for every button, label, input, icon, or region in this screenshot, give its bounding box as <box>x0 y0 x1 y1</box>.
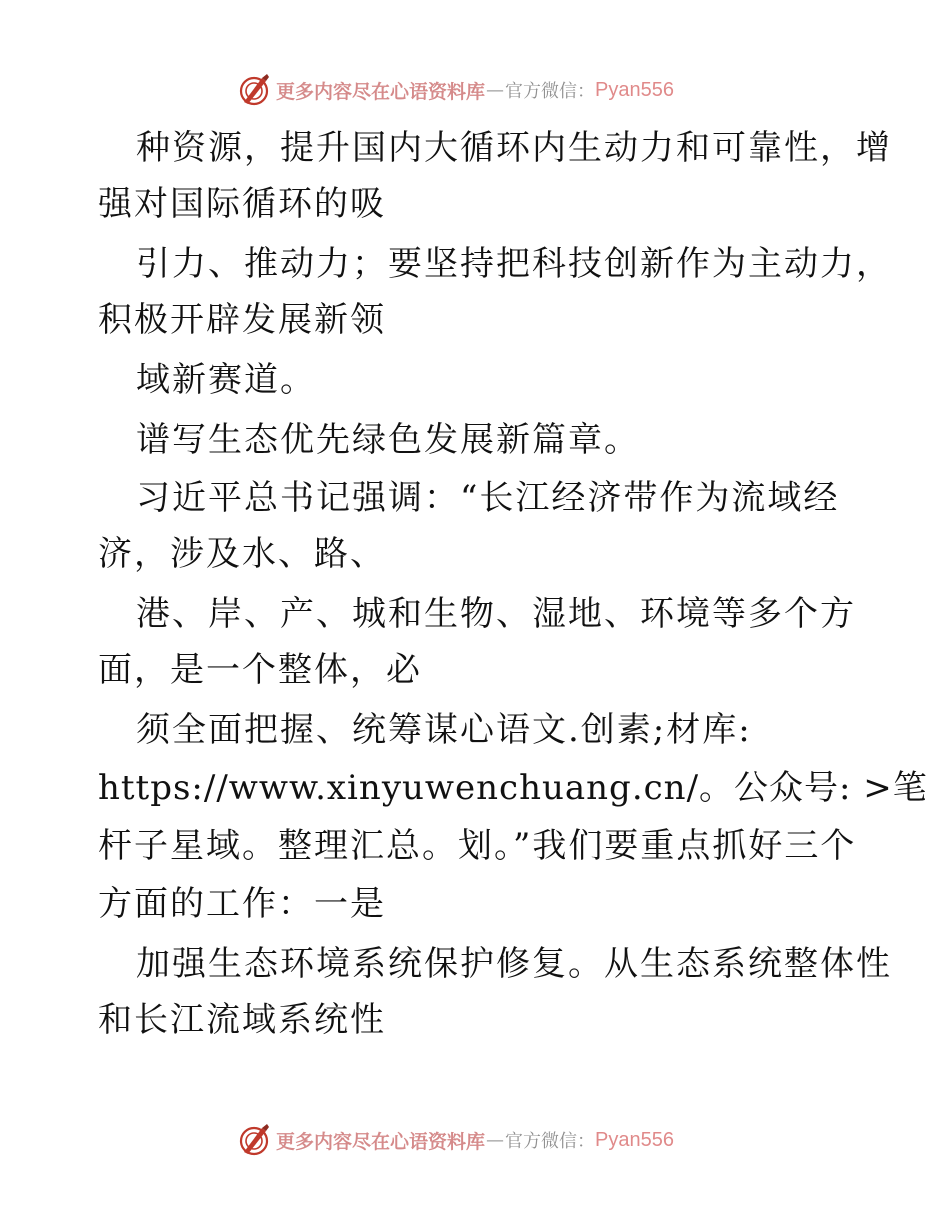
body-line-13: 杆子星域。整理汇总。划。”我们要重点抓好三个 <box>98 826 857 866</box>
body-line-16: 和长江流域系统性 <box>98 1000 386 1040</box>
body-line-4: 积极开辟发展新领 <box>98 300 386 340</box>
body-line-10: 面，是一个整体，必 <box>98 650 422 690</box>
header-banner <box>236 70 716 110</box>
header-wechat-label: 官方微信： <box>505 81 596 102</box>
body-line-1: 种资源，提升国内大循环内生动力和可靠性，增 <box>136 128 892 168</box>
body-line-5: 域新赛道。 <box>136 360 316 400</box>
body-line-12: https://www.xinyuwenchuang.cn/。公众号: >笔 <box>98 768 928 808</box>
body-line-9: 港、岸、产、城和生物、湿地、环境等多个方 <box>136 594 856 634</box>
header-dash: — <box>486 79 505 101</box>
quill-logo-icon <box>236 1122 272 1158</box>
footer-wechat-label: 官方微信： <box>505 1131 596 1152</box>
body-line-7: 习近平总书记强调：“长江经济带作为流域经 <box>136 478 840 518</box>
footer-dash: — <box>486 1129 505 1151</box>
header-wechat-id: Pyan556 <box>595 78 674 101</box>
body-line-11: 须全面把握、统筹谋心语文.创素;材库: <box>136 710 752 750</box>
body-line-2: 强对国际循环的吸 <box>98 184 386 224</box>
footer-brand-text: 更多内容尽在心语资料库 <box>276 1130 486 1153</box>
body-line-3: 引力、推动力；要坚持把科技创新作为主动力， <box>136 244 892 284</box>
footer-banner <box>236 1120 716 1160</box>
body-line-6: 谱写生态优先绿色发展新篇章。 <box>136 420 640 460</box>
header-brand-text: 更多内容尽在心语资料库 <box>276 80 486 103</box>
footer-wechat-id: Pyan556 <box>595 1128 674 1151</box>
body-line-14: 方面的工作：一是 <box>98 884 386 924</box>
body-line-8: 济，涉及水、路、 <box>98 534 386 574</box>
quill-logo-icon <box>236 72 272 108</box>
body-line-15: 加强生态环境系统保护修复。从生态系统整体性 <box>136 944 892 984</box>
